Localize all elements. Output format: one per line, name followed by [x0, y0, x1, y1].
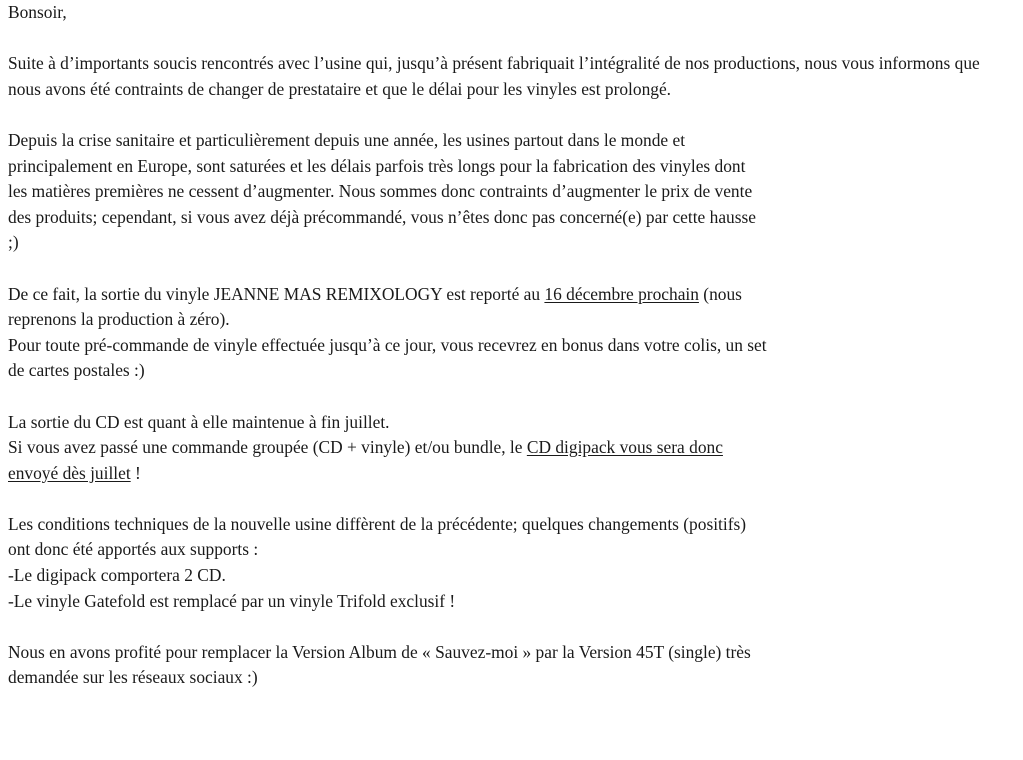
- list-item: -Le vinyle Gatefold est remplacé par un vinyle Trifold exclusif !: [8, 590, 456, 611]
- text-fragment: (nous: [698, 283, 742, 304]
- text-line: Pour toute pré-commande de vinyle effectuée jusqu’à ce jour, vous recevrez en bonus dans votre colis, un set: [8, 334, 767, 355]
- text-line: La sortie du CD est quant à elle maintenue à fin juillet.: [8, 411, 390, 432]
- paragraph-factory-issues: Suite à d’importants soucis rencontrés avec l’usine qui, jusqu’à présent fabriquait l’intégralité de nos productions, nous vous informons que nous avons été contraints de changer de prestataire et que le délai pour les vinyles est prolongé.: [8, 53, 980, 99]
- text-line: les matières premières ne cessent d’augmenter. Nous sommes donc contraints d’augmenter le prix de vente: [8, 181, 753, 202]
- paragraph-spacer: [8, 384, 1016, 410]
- text-line: [8, 282, 1016, 308]
- text-line: ;): [8, 232, 19, 253]
- text-line: [8, 435, 1016, 461]
- cd-digipack-underlined: envoyé dès juillet: [8, 462, 131, 483]
- text-line: Depuis la crise sanitaire et particulièrement depuis une année, les usines partout dans le monde et: [8, 129, 686, 150]
- paragraph-sanitary-crisis: [8, 128, 1016, 256]
- cd-digipack-underlined: CD digipack vous sera donc: [526, 437, 723, 458]
- list-item: -Le digipack comportera 2 CD.: [8, 565, 226, 586]
- text-fragment: !: [130, 462, 141, 483]
- paragraph-technical-changes: [8, 512, 1016, 614]
- text-line: Nous en avons profité pour remplacer la Version Album de « Sauvez-moi » par la Version 45T (single) très: [8, 641, 751, 662]
- text-line: demandée sur les réseaux sociaux :): [8, 667, 258, 688]
- text-line: ont donc été apportés aux supports :: [8, 539, 259, 560]
- text-line: Les conditions techniques de la nouvelle usine diffèrent de la précédente; quelques changements (positifs): [8, 513, 747, 534]
- paragraph-spacer: [8, 486, 1016, 512]
- greeting: Bonsoir,: [8, 2, 67, 22]
- text-line: [8, 461, 1016, 487]
- text-line: reprenons la production à zéro).: [8, 309, 230, 330]
- text-fragment: Si vous avez passé une commande groupée (CD + vinyle) et/ou bundle, le: [8, 437, 527, 458]
- paragraph-spacer: [8, 26, 1016, 52]
- release-date-underlined: 16 décembre prochain: [544, 283, 699, 304]
- paragraph-cd-release: [8, 410, 1016, 487]
- text-fragment: De ce fait, la sortie du vinyle JEANNE MAS REMIXOLOGY est reporté au: [8, 283, 545, 304]
- paragraph-spacer: [8, 614, 1016, 640]
- paragraph-version-swap: [8, 640, 1016, 691]
- text-line: des produits; cependant, si vous avez déjà précommandé, vous n’êtes donc pas concerné(e) par cette hausse: [8, 206, 756, 227]
- email-body: [8, 0, 1016, 691]
- text-line: de cartes postales :): [8, 360, 145, 381]
- text-line: principalement en Europe, sont saturées et les délais parfois très longs pour la fabrication des vinyles dont: [8, 155, 746, 176]
- paragraph-spacer: [8, 256, 1016, 282]
- paragraph-vinyl-release: [8, 282, 1016, 384]
- paragraph-spacer: [8, 102, 1016, 128]
